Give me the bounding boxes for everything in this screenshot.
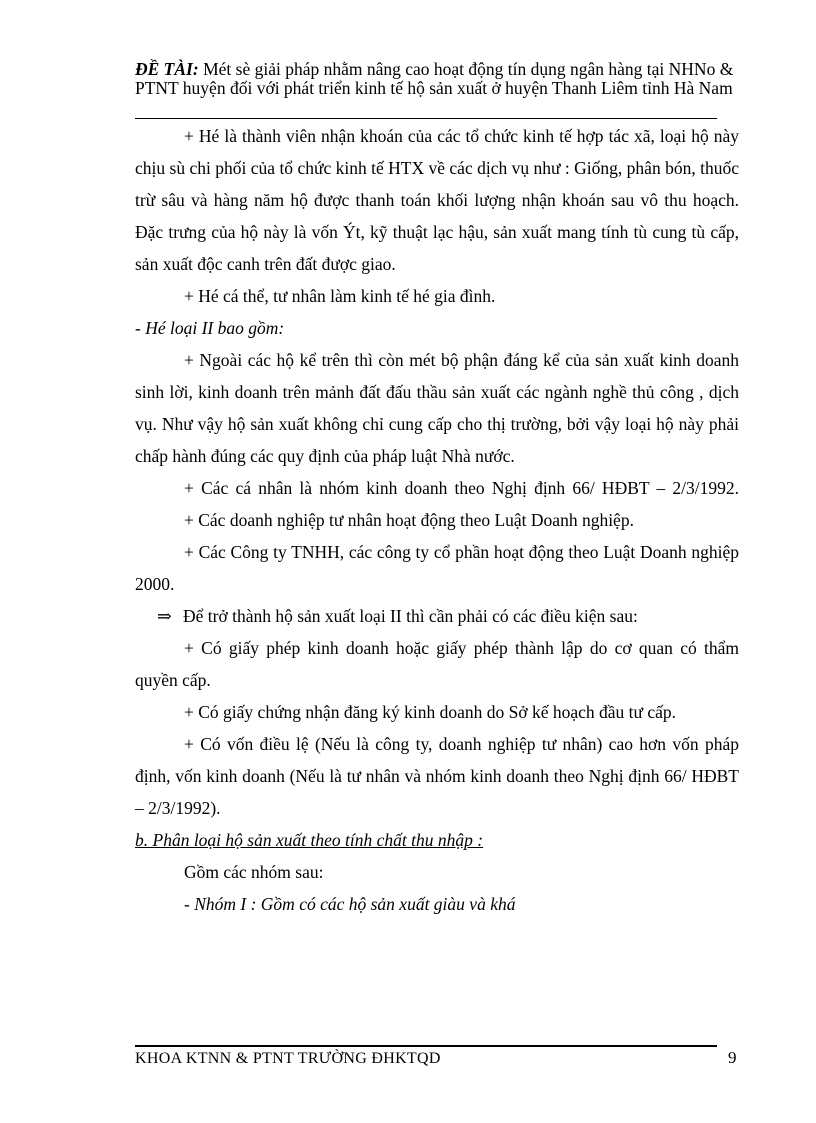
paragraph-dieu-kien-text: Để trở thành hộ sản xuất loại II thì cần phải có các điều kiện sau:	[183, 606, 638, 626]
paragraph-ngoai-cac-ho: + Ngoài các hộ kể trên thì còn mét bộ phận đáng kể của sản xuất kinh doanh sinh lời, kinh doanh trên mảnh đất đấu thầu sản xuất các ngành nghề thủ công , dịch vụ. Như vậy hộ sản xuất không chỉ cung cấp cho thị trường, bởi vậy loại hộ này phải chấp hành đúng các quy định của pháp luật Nhà nước.	[135, 350, 739, 466]
paragraph-gom-cac-nhom: Gồm các nhóm sau:	[184, 862, 324, 882]
paragraph-cong-ty-tnhh: + Các Công ty TNHH, các công ty cổ phần hoạt động theo Luật Doanh nghiệp 2000.	[135, 542, 739, 594]
header-title: Mét sè giải pháp nhằm nâng cao hoạt động tín dụng ngân hàng tại NHNo & PTNT huyện đối với phát triển kinh tế hộ sản xuất ở huyện Thanh Liêm tỉnh Hà Nam	[135, 59, 734, 98]
page-number: 9	[728, 1048, 737, 1067]
section-heading-b: b. Phân loại hộ sản xuất theo tính chất thu nhập :	[135, 830, 484, 850]
paragraph-nhom-1: - Nhóm I : Gồm có các hộ sản xuất giàu và khá	[184, 894, 516, 914]
paragraph-chung-nhan: + Có giấy chứng nhận đăng ký kinh doanh do Sở kế hoạch đầu tư cấp.	[184, 702, 677, 722]
implies-arrow-icon: ⇒	[157, 606, 172, 626]
paragraph-ca-nhan-text: + Các cá nhân là nhóm kinh doanh theo Nghị định 66/ HĐBT – 2/3/1992.	[184, 478, 739, 498]
subheading-ho-loai-2: - Hé loại II bao gồm:	[135, 318, 285, 338]
paragraph-dieu-kien	[135, 600, 739, 632]
paragraph-ca-nhan	[135, 472, 739, 504]
header-label: ĐỀ TÀI:	[135, 59, 199, 79]
paragraph-von-dieu-le: + Có vốn điều lệ (Nếu là công ty, doanh nghiệp tư nhân) cao hơn vốn pháp định, vốn kinh doanh (Nếu là tư nhân và nhóm kinh doanh theo Nghị định 66/ HĐBT – 2/3/1992).	[135, 734, 739, 818]
page-header	[135, 60, 740, 98]
paragraph-doanh-nghiep-tu-nhan: + Các doanh nghiệp tư nhân hoạt động theo Luật Doanh nghiệp.	[184, 510, 634, 530]
paragraph-giay-phep: + Có giấy phép kinh doanh hoặc giấy phép thành lập do cơ quan có thẩm quyền cấp.	[135, 638, 739, 690]
paragraph-ho-nhan-khoan: + Hé là thành viên nhận khoán của các tổ chức kinh tế hợp tác xã, loại hộ này chịu sù chi phối của tổ chức kinh tế HTX về các dịch vụ như : Giống, phân bón, thuốc trừ sâu và hàng năm hộ được thanh toán khối lượng nhận khoán sau vô thu hoạch. Đặc trưng của hộ này là vốn Ýt, kỹ thuật lạc hậu, sản xuất mang tính tù cung tù cấp, sản xuất độc canh trên đất được giao.	[135, 126, 739, 274]
header-rule	[135, 118, 717, 119]
paragraph-ho-ca-the: + Hé cá thể, tư nhân làm kinh tế hé gia đình.	[184, 286, 496, 306]
body-text	[135, 120, 739, 920]
footer-institution: KHOA KTNN & PTNT TRƯỜNG ĐHKTQD	[135, 1050, 441, 1067]
footer-rule	[135, 1045, 717, 1047]
